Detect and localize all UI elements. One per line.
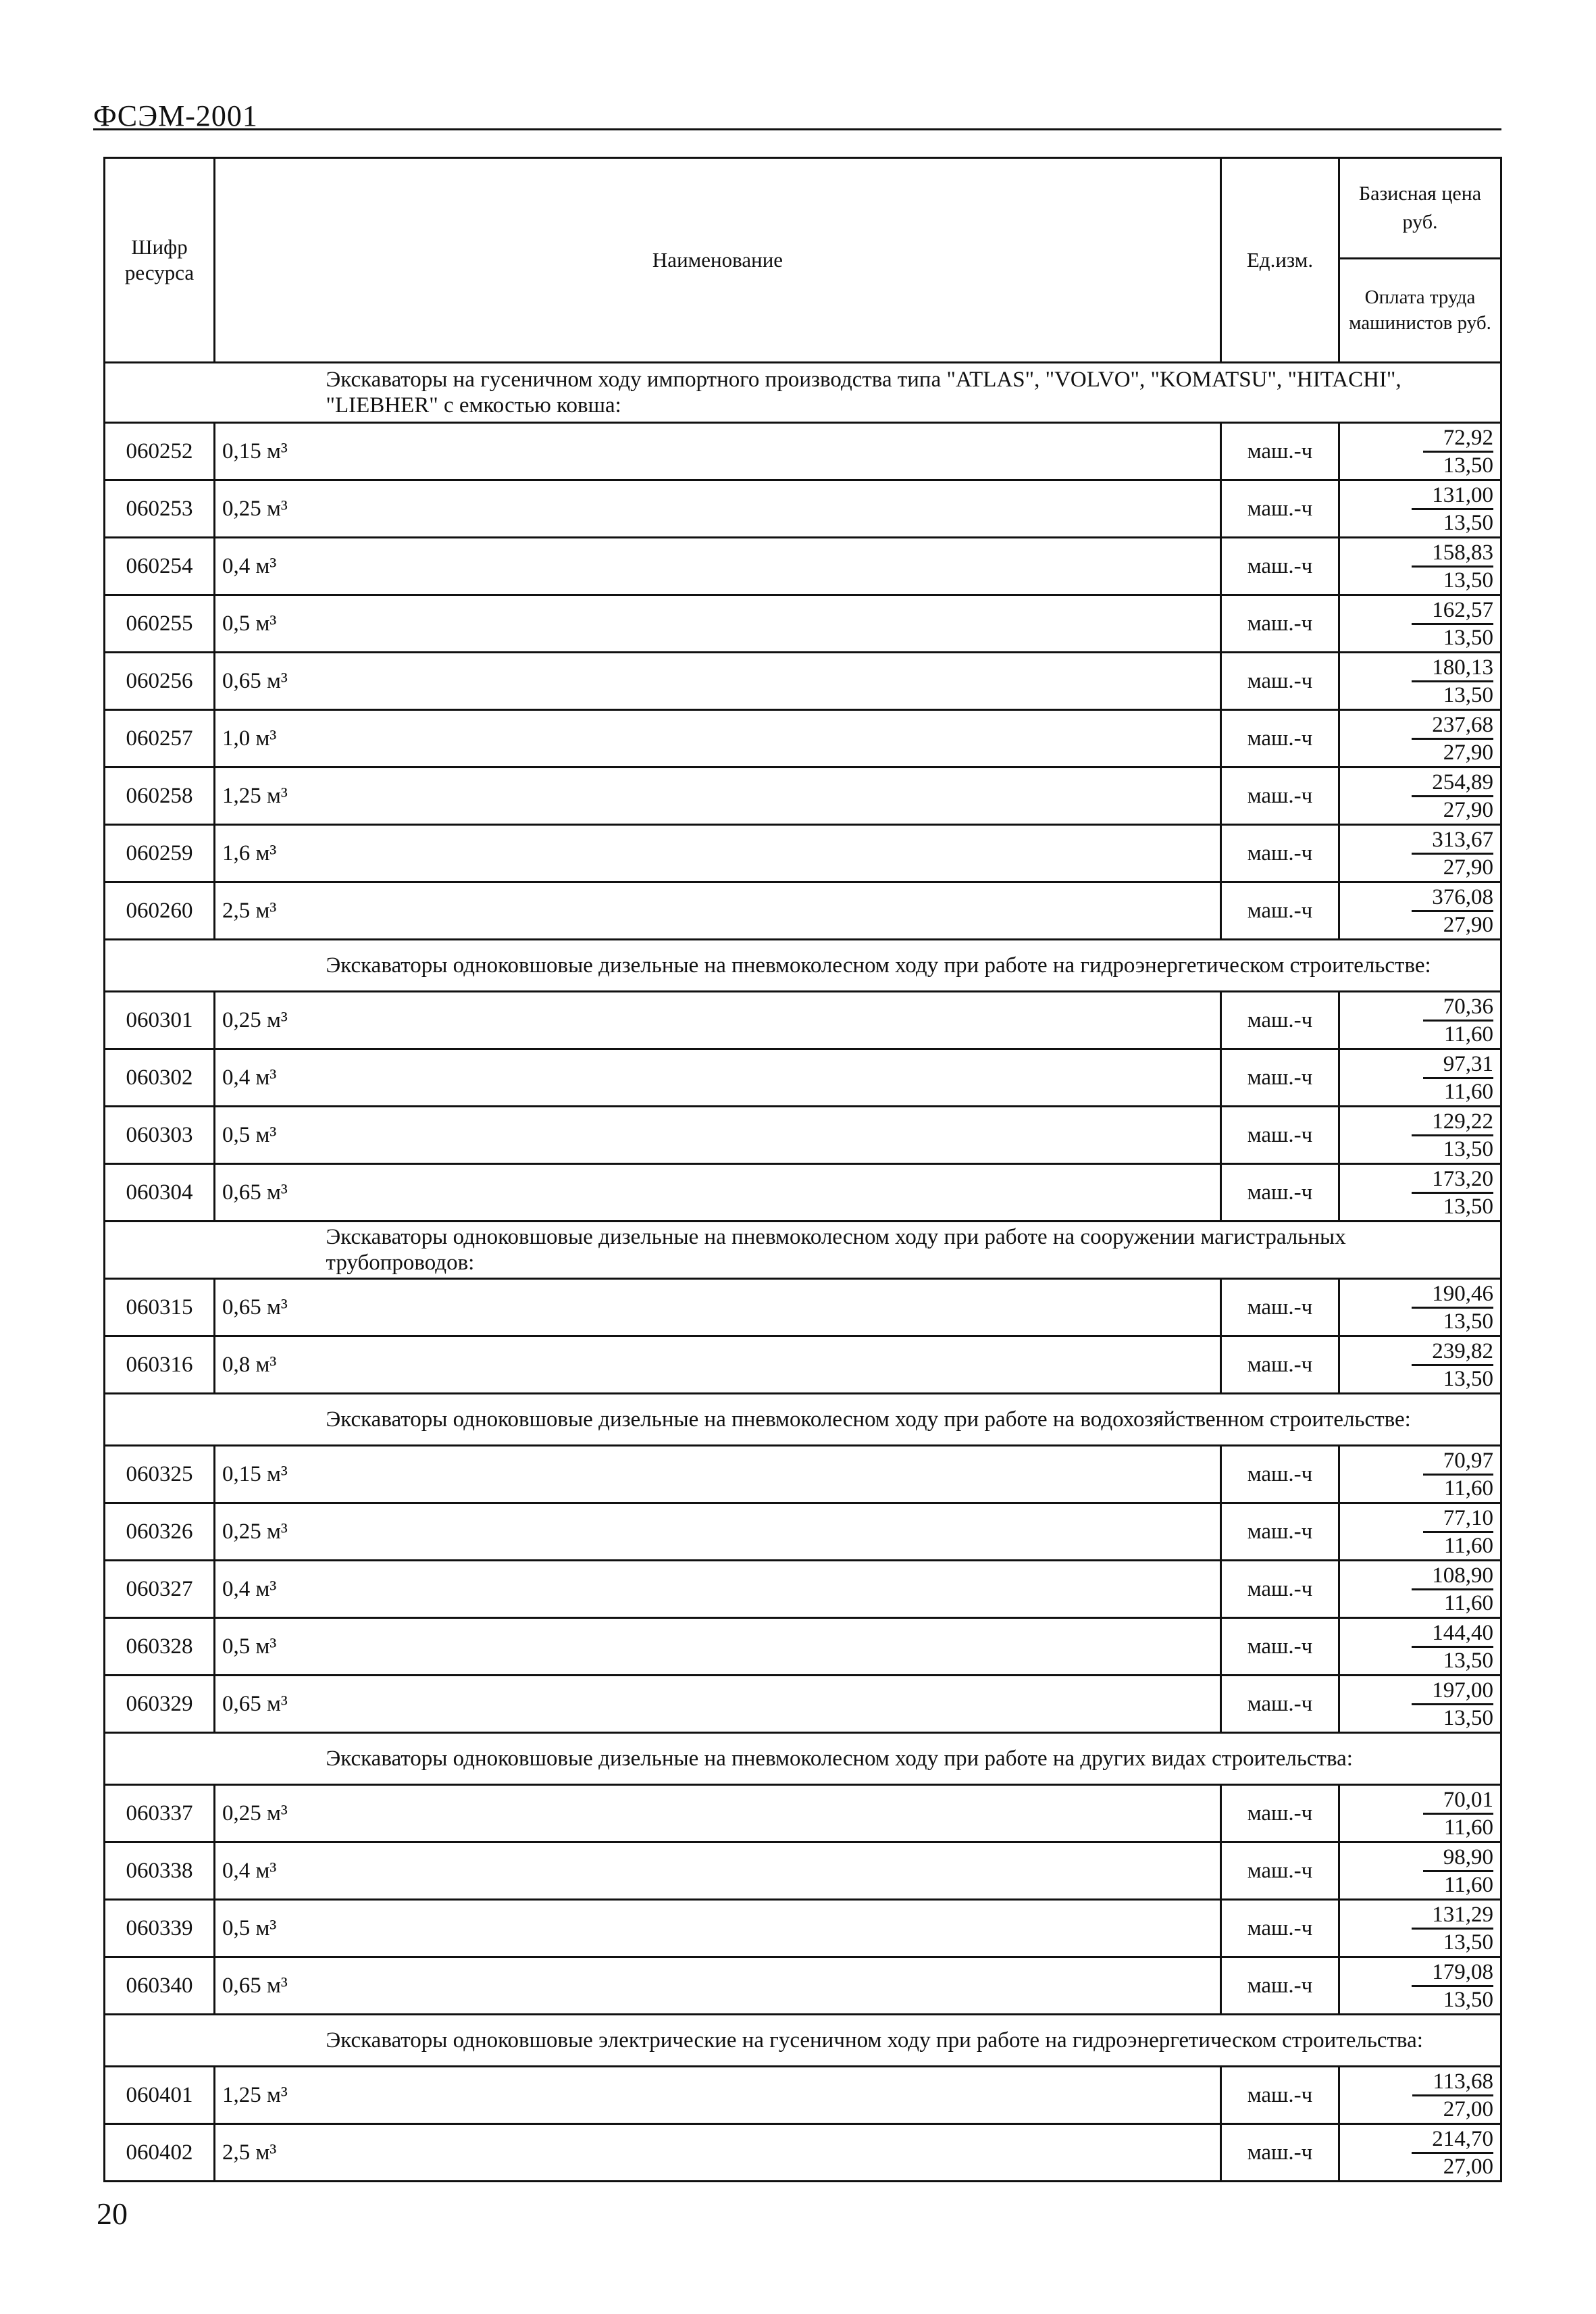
resource-code: 060338	[105, 1842, 215, 1900]
resource-code: 060256	[105, 653, 215, 710]
group-header-row	[105, 940, 1501, 992]
group-header-row	[105, 1222, 1501, 1279]
operator-pay-value: 13,50	[1443, 625, 1493, 650]
price-cell	[1339, 768, 1501, 825]
price-cell	[1339, 992, 1501, 1049]
operator-pay-value: 27,90	[1443, 912, 1493, 937]
price-cell	[1339, 1561, 1501, 1618]
resource-name: 0,25 м³	[215, 1785, 1221, 1842]
page-number: 20	[97, 2196, 128, 2231]
base-price-value: 190,46	[1412, 1281, 1493, 1309]
base-price-value: 131,29	[1412, 1902, 1493, 1930]
unit-of-measure: маш.-ч	[1221, 1561, 1339, 1618]
base-price-value: 108,90	[1412, 1563, 1493, 1590]
base-price-value: 144,40	[1412, 1620, 1493, 1648]
table-row	[105, 1336, 1501, 1394]
resource-name: 0,4 м³	[215, 1842, 1221, 1900]
unit-of-measure: маш.-ч	[1221, 1618, 1339, 1676]
resource-name: 0,65 м³	[215, 1676, 1221, 1733]
unit-of-measure: маш.-ч	[1221, 1164, 1339, 1222]
price-cell	[1339, 1503, 1501, 1561]
table-row	[105, 1107, 1501, 1164]
group-title: Экскаваторы одноковшовые электрические на гусеничном ходу при работе на гидроэнергетическом строительства:	[215, 2015, 1501, 2067]
unit-of-measure: маш.-ч	[1221, 1900, 1339, 1957]
operator-pay-value: 11,60	[1443, 1022, 1493, 1047]
resource-name: 0,5 м³	[215, 595, 1221, 653]
resource-code: 060315	[105, 1279, 215, 1336]
base-price-value: 239,82	[1412, 1338, 1493, 1366]
resource-code: 060301	[105, 992, 215, 1049]
base-price-value: 97,31	[1423, 1051, 1493, 1079]
column-header-operator-pay: Оплата труда машинистов руб.	[1339, 258, 1501, 362]
resource-name: 1,25 м³	[215, 2067, 1221, 2124]
unit-of-measure: маш.-ч	[1221, 882, 1339, 940]
operator-pay-value: 13,50	[1443, 1930, 1493, 1955]
resource-code: 060304	[105, 1164, 215, 1222]
table-row	[105, 2067, 1501, 2124]
operator-pay-value: 13,50	[1443, 682, 1493, 707]
resource-code: 060302	[105, 1049, 215, 1107]
resource-name: 0,65 м³	[215, 653, 1221, 710]
unit-of-measure: маш.-ч	[1221, 768, 1339, 825]
table-row	[105, 1957, 1501, 2015]
group-header-blank-cell	[105, 1222, 215, 1279]
price-cell	[1339, 1842, 1501, 1900]
operator-pay-value: 11,60	[1443, 1872, 1493, 1897]
base-price-value: 214,70	[1412, 2126, 1493, 2154]
group-title: Экскаваторы одноковшовые дизельные на пневмоколесном ходу при работе на водохозяйственном строительстве:	[215, 1394, 1501, 1446]
table-row	[105, 768, 1501, 825]
resource-name: 0,65 м³	[215, 1279, 1221, 1336]
header-rule	[93, 128, 1501, 130]
price-cell	[1339, 1446, 1501, 1503]
resource-code: 060254	[105, 538, 215, 595]
unit-of-measure: маш.-ч	[1221, 1676, 1339, 1733]
resource-name: 0,4 м³	[215, 1561, 1221, 1618]
resource-code: 060253	[105, 480, 215, 538]
resource-code: 060340	[105, 1957, 215, 2015]
price-cell	[1339, 423, 1501, 480]
operator-pay-value: 13,50	[1443, 510, 1493, 535]
resource-code: 060259	[105, 825, 215, 882]
resource-code: 060260	[105, 882, 215, 940]
price-cell	[1339, 1785, 1501, 1842]
table-row	[105, 538, 1501, 595]
unit-of-measure: маш.-ч	[1221, 653, 1339, 710]
group-header-blank-cell	[105, 2015, 215, 2067]
table-row	[105, 825, 1501, 882]
resource-name: 0,25 м³	[215, 480, 1221, 538]
base-price-value: 376,08	[1412, 884, 1493, 912]
table-row	[105, 1618, 1501, 1676]
column-header-base-price: Базисная цена руб.	[1339, 158, 1501, 259]
table-row	[105, 1503, 1501, 1561]
group-title: Экскаваторы одноковшовые дизельные на пневмоколесном ходу при работе на гидроэнергетическом строительстве:	[215, 940, 1501, 992]
operator-pay-value: 27,90	[1443, 740, 1493, 765]
operator-pay-value: 13,50	[1443, 453, 1493, 478]
operator-pay-value: 11,60	[1443, 1079, 1493, 1104]
unit-of-measure: маш.-ч	[1221, 1279, 1339, 1336]
column-header-code: Шифр ресурса	[105, 158, 215, 363]
unit-of-measure: маш.-ч	[1221, 992, 1339, 1049]
base-price-value: 70,97	[1423, 1448, 1493, 1476]
base-price-value: 70,01	[1423, 1787, 1493, 1815]
base-price-value: 313,67	[1412, 827, 1493, 855]
base-price-value: 72,92	[1423, 425, 1493, 453]
group-header-blank-cell	[105, 1733, 215, 1785]
resource-name: 0,15 м³	[215, 1446, 1221, 1503]
table-row	[105, 1900, 1501, 1957]
document-code: ФСЭМ-2001	[93, 99, 258, 132]
resource-code: 060401	[105, 2067, 215, 2124]
operator-pay-value: 11,60	[1443, 1815, 1493, 1840]
price-cell	[1339, 1900, 1501, 1957]
unit-of-measure: маш.-ч	[1221, 1785, 1339, 1842]
group-header-row	[105, 1733, 1501, 1785]
resource-code: 060326	[105, 1503, 215, 1561]
table-row	[105, 480, 1501, 538]
price-cell	[1339, 1676, 1501, 1733]
operator-pay-value: 11,60	[1443, 1590, 1493, 1615]
table-row	[105, 1676, 1501, 1733]
unit-of-measure: маш.-ч	[1221, 1842, 1339, 1900]
resource-code: 060252	[105, 423, 215, 480]
table-row	[105, 1785, 1501, 1842]
unit-of-measure: маш.-ч	[1221, 1336, 1339, 1394]
resource-code: 060327	[105, 1561, 215, 1618]
price-cell	[1339, 882, 1501, 940]
price-cell	[1339, 2067, 1501, 2124]
base-price-value: 77,10	[1423, 1505, 1493, 1533]
resource-code: 060328	[105, 1618, 215, 1676]
unit-of-measure: маш.-ч	[1221, 1446, 1339, 1503]
unit-of-measure: маш.-ч	[1221, 825, 1339, 882]
operator-pay-value: 27,90	[1443, 855, 1493, 880]
resource-name: 0,4 м³	[215, 538, 1221, 595]
table-row	[105, 1446, 1501, 1503]
table-row	[105, 653, 1501, 710]
resource-price-table	[103, 157, 1502, 2182]
base-price-value: 237,68	[1412, 712, 1493, 740]
operator-pay-value: 13,50	[1443, 568, 1493, 593]
resource-code: 060339	[105, 1900, 215, 1957]
table-row	[105, 1049, 1501, 1107]
column-header-name: Наименование	[215, 158, 1221, 363]
unit-of-measure: маш.-ч	[1221, 480, 1339, 538]
price-cell	[1339, 710, 1501, 768]
resource-name: 0,5 м³	[215, 1618, 1221, 1676]
price-cell	[1339, 653, 1501, 710]
base-price-value: 180,13	[1412, 655, 1493, 682]
resource-code: 060316	[105, 1336, 215, 1394]
group-title: Экскаваторы на гусеничном ходу импортного производства типа "ATLAS", "VOLVO", "KOMATSU", "HITACHI", "LIEBHER" с емкостью ковша:	[215, 363, 1501, 423]
table-body	[105, 363, 1501, 2182]
resource-code: 060255	[105, 595, 215, 653]
price-cell	[1339, 1336, 1501, 1394]
resource-name: 1,25 м³	[215, 768, 1221, 825]
price-cell	[1339, 1049, 1501, 1107]
base-price-value: 98,90	[1423, 1844, 1493, 1872]
operator-pay-value: 11,60	[1443, 1533, 1493, 1558]
base-price-value: 162,57	[1412, 597, 1493, 625]
base-price-value: 179,08	[1412, 1959, 1493, 1987]
unit-of-measure: маш.-ч	[1221, 2067, 1339, 2124]
resource-name: 0,4 м³	[215, 1049, 1221, 1107]
group-header-row	[105, 1394, 1501, 1446]
operator-pay-value: 13,50	[1443, 1194, 1493, 1219]
operator-pay-value: 11,60	[1443, 1476, 1493, 1501]
price-cell	[1339, 1107, 1501, 1164]
operator-pay-value: 27,00	[1443, 2154, 1493, 2179]
operator-pay-value: 27,90	[1443, 797, 1493, 822]
group-header-blank-cell	[105, 1394, 215, 1446]
price-cell	[1339, 595, 1501, 653]
resource-code: 060337	[105, 1785, 215, 1842]
table-row	[105, 423, 1501, 480]
resource-code: 060325	[105, 1446, 215, 1503]
price-cell	[1339, 538, 1501, 595]
base-price-value: 131,00	[1412, 482, 1493, 510]
resource-name: 0,5 м³	[215, 1900, 1221, 1957]
price-cell	[1339, 825, 1501, 882]
unit-of-measure: маш.-ч	[1221, 423, 1339, 480]
resource-code: 060402	[105, 2124, 215, 2182]
unit-of-measure: маш.-ч	[1221, 1107, 1339, 1164]
resource-name: 0,5 м³	[215, 1107, 1221, 1164]
price-cell	[1339, 1164, 1501, 1222]
base-price-value: 129,22	[1412, 1109, 1493, 1136]
operator-pay-value: 27,00	[1443, 2096, 1493, 2121]
base-price-value: 173,20	[1412, 1166, 1493, 1194]
unit-of-measure: маш.-ч	[1221, 595, 1339, 653]
resource-name: 2,5 м³	[215, 882, 1221, 940]
group-header-blank-cell	[105, 940, 215, 992]
operator-pay-value: 13,50	[1443, 1136, 1493, 1161]
base-price-value: 113,68	[1412, 2069, 1493, 2096]
table-row	[105, 2124, 1501, 2182]
unit-of-measure: маш.-ч	[1221, 2124, 1339, 2182]
resource-name: 0,65 м³	[215, 1164, 1221, 1222]
unit-of-measure: маш.-ч	[1221, 538, 1339, 595]
group-title: Экскаваторы одноковшовые дизельные на пневмоколесном ходу при работе на других видах строительства:	[215, 1733, 1501, 1785]
resource-code: 060303	[105, 1107, 215, 1164]
price-cell	[1339, 480, 1501, 538]
table-row	[105, 1561, 1501, 1618]
resource-name: 0,25 м³	[215, 992, 1221, 1049]
unit-of-measure: маш.-ч	[1221, 1957, 1339, 2015]
resource-name: 1,6 м³	[215, 825, 1221, 882]
table-row	[105, 992, 1501, 1049]
operator-pay-value: 13,50	[1443, 1648, 1493, 1673]
price-cell	[1339, 2124, 1501, 2182]
resource-name: 0,65 м³	[215, 1957, 1221, 2015]
operator-pay-value: 13,50	[1443, 1705, 1493, 1730]
operator-pay-value: 13,50	[1443, 1366, 1493, 1391]
resource-name: 0,8 м³	[215, 1336, 1221, 1394]
operator-pay-value: 13,50	[1443, 1987, 1493, 2012]
base-price-value: 70,36	[1423, 994, 1493, 1022]
resource-name: 1,0 м³	[215, 710, 1221, 768]
unit-of-measure: маш.-ч	[1221, 710, 1339, 768]
group-header-row	[105, 2015, 1501, 2067]
resource-code: 060258	[105, 768, 215, 825]
resource-name: 0,15 м³	[215, 423, 1221, 480]
resource-name: 0,25 м³	[215, 1503, 1221, 1561]
group-header-row	[105, 363, 1501, 423]
table-row	[105, 595, 1501, 653]
base-price-value: 254,89	[1412, 770, 1493, 797]
table-row	[105, 710, 1501, 768]
unit-of-measure: маш.-ч	[1221, 1049, 1339, 1107]
unit-of-measure: маш.-ч	[1221, 1503, 1339, 1561]
base-price-value: 197,00	[1412, 1678, 1493, 1705]
price-cell	[1339, 1957, 1501, 2015]
resource-name: 2,5 м³	[215, 2124, 1221, 2182]
operator-pay-value: 13,50	[1443, 1309, 1493, 1334]
resource-code: 060257	[105, 710, 215, 768]
price-cell	[1339, 1279, 1501, 1336]
resource-code: 060329	[105, 1676, 215, 1733]
group-header-blank-cell	[105, 363, 215, 423]
table-row	[105, 1842, 1501, 1900]
table-row	[105, 1164, 1501, 1222]
price-cell	[1339, 1618, 1501, 1676]
column-header-unit: Ед.изм.	[1221, 158, 1339, 363]
base-price-value: 158,83	[1412, 540, 1493, 568]
group-title: Экскаваторы одноковшовые дизельные на пневмоколесном ходу при работе на сооружении магистральных трубопроводов:	[215, 1222, 1501, 1279]
table-row	[105, 1279, 1501, 1336]
table-row	[105, 882, 1501, 940]
